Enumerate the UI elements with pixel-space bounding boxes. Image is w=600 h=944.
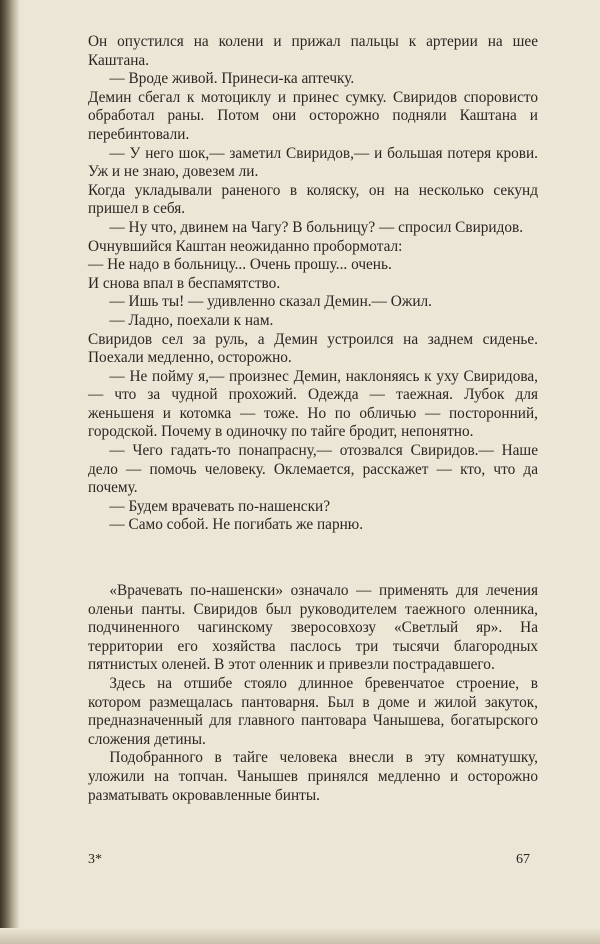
page-bottom-edge	[0, 928, 600, 944]
paragraph: — Не надо в больницу... Очень прошу... очень.	[88, 256, 392, 274]
page-number: 67	[516, 852, 530, 867]
printer-signature: 3*	[88, 852, 102, 867]
paragraph: И снова впал в беспамятство.	[88, 274, 281, 292]
paragraph: — Ну что, двинем на Чагу? В больницу? — спросил Свиридов.	[109, 218, 524, 236]
paragraph: — У него шок,— заметил Свиридов,— и большая потеря крови. Уж и не знаю, довезем ли.	[88, 144, 538, 181]
page-binding-shadow	[0, 0, 20, 944]
text-block-top	[88, 33, 538, 535]
paragraph: «Врачевать по-нашенски» означало — применять для лечения оленьи панты. Свиридов был руководителем таежного оленника, подчиненного чагинскому зверосовхозу «Светлый яр». На территории его хозяйства паслось три тысячи благородных пятнистых оленей. В этот оленник и привезли пострадавшего.	[88, 582, 538, 674]
paragraph: — Само собой. Не погибать же парню.	[109, 516, 364, 534]
page-text	[88, 33, 538, 805]
paragraph: — Ишь ты! — удивленно сказал Демин.— Ожил.	[109, 293, 432, 311]
paragraph: Подобранного в тайге человека внесли в эту комнатушку, уложили на топчан. Чанышев принялся медленно и осторожно разматывать окровавленные бинты.	[88, 749, 538, 804]
section-break	[88, 535, 538, 582]
paragraph: Здесь на отшибе стояло длинное бревенчатое строение, в котором размещалась пантоварня. Был в доме и жилой закуток, предназначенный для главного пантовара Чанышева, богатырского сложения детины.	[88, 675, 538, 748]
paragraph: — Не пойму я,— произнес Демин, наклоняясь к уху Свиридова,— что за чудной прохожий. Одежда — таежная. Лубок для женьшеня и котомка — тоже. Но по обличью — посторонний, городской. Почему в одиночку по тайге бродит, непонятно.	[88, 367, 538, 441]
page-footer	[88, 852, 538, 870]
paragraph: — Чего гадать-то понапрасну,— отозвался Свиридов.— Наше дело — помочь человеку. Оклемается, расскажет — кто, что да почему.	[88, 442, 538, 497]
paragraph: — Ладно, поехали к нам.	[109, 311, 274, 329]
paragraph: Он опустился на колени и прижал пальцы к артерии на шее Каштана.	[88, 33, 538, 69]
text-block-bottom	[88, 582, 538, 805]
paragraph: — Будем врачевать по-нашенски?	[109, 497, 330, 515]
paragraph: Свиридов сел за руль, а Демин устроился на заднем сиденье. Поехали медленно, осторожно.	[88, 330, 538, 367]
paragraph: — Вроде живой. Принеси-ка аптечку.	[109, 70, 355, 88]
paragraph: Демин сбегал к мотоциклу и принес сумку. Свиридов споровисто обработал раны. Потом они осторожно подняли Каштана и перебинтовали.	[88, 88, 538, 143]
paragraph: Когда укладывали раненого в коляску, он на несколько секунд пришел в себя.	[88, 181, 538, 218]
paragraph: Очнувшийся Каштан неожиданно пробормотал:	[88, 237, 403, 255]
